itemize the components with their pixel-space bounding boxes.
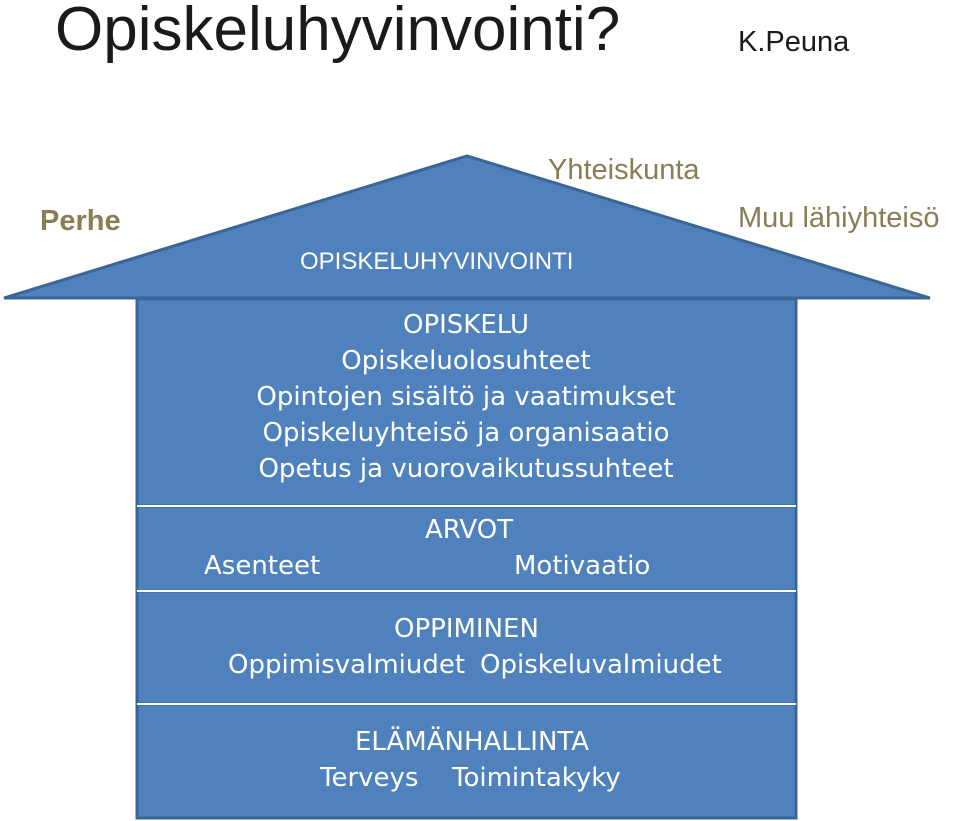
author-name: K.Peuna bbox=[738, 26, 850, 58]
study-level bbox=[136, 307, 796, 487]
house-roof bbox=[4, 156, 930, 298]
life-left-label: Terveys bbox=[320, 763, 419, 793]
page-title: Opiskeluhyvinvointi? bbox=[55, 0, 621, 64]
life-right-label: Toimintakyky bbox=[452, 763, 621, 793]
block-life bbox=[137, 704, 796, 818]
study-item: Opiskeluyhteisö ja organisaatio bbox=[262, 418, 670, 448]
context-community-label: Muu lähiyhteisö bbox=[738, 202, 940, 234]
study-item: Opintojen sisältö ja vaatimukset bbox=[256, 382, 676, 412]
values-heading: ARVOT bbox=[425, 515, 514, 545]
learning-left-label: Oppimisvalmiudet bbox=[228, 650, 466, 680]
life-heading: ELÄMÄNHALLINTA bbox=[355, 727, 590, 757]
values-right-label: Motivaatio bbox=[514, 551, 651, 581]
context-society-label: Yhteiskunta bbox=[548, 154, 700, 186]
learning-right-label: Opiskeluvalmiudet bbox=[480, 650, 722, 680]
study-heading: OPISKELU bbox=[402, 310, 529, 340]
context-family-label: Perhe bbox=[40, 205, 121, 237]
study-item: Opiskeluolosuhteet bbox=[341, 346, 591, 376]
values-left-label: Asenteet bbox=[204, 551, 321, 581]
learning-heading: OPPIMINEN bbox=[394, 614, 539, 644]
roof-label: OPISKELUHYVINVOINTI bbox=[300, 248, 574, 275]
study-item: Opetus ja vuorovaikutussuhteet bbox=[258, 454, 674, 484]
block-learning bbox=[137, 591, 796, 704]
